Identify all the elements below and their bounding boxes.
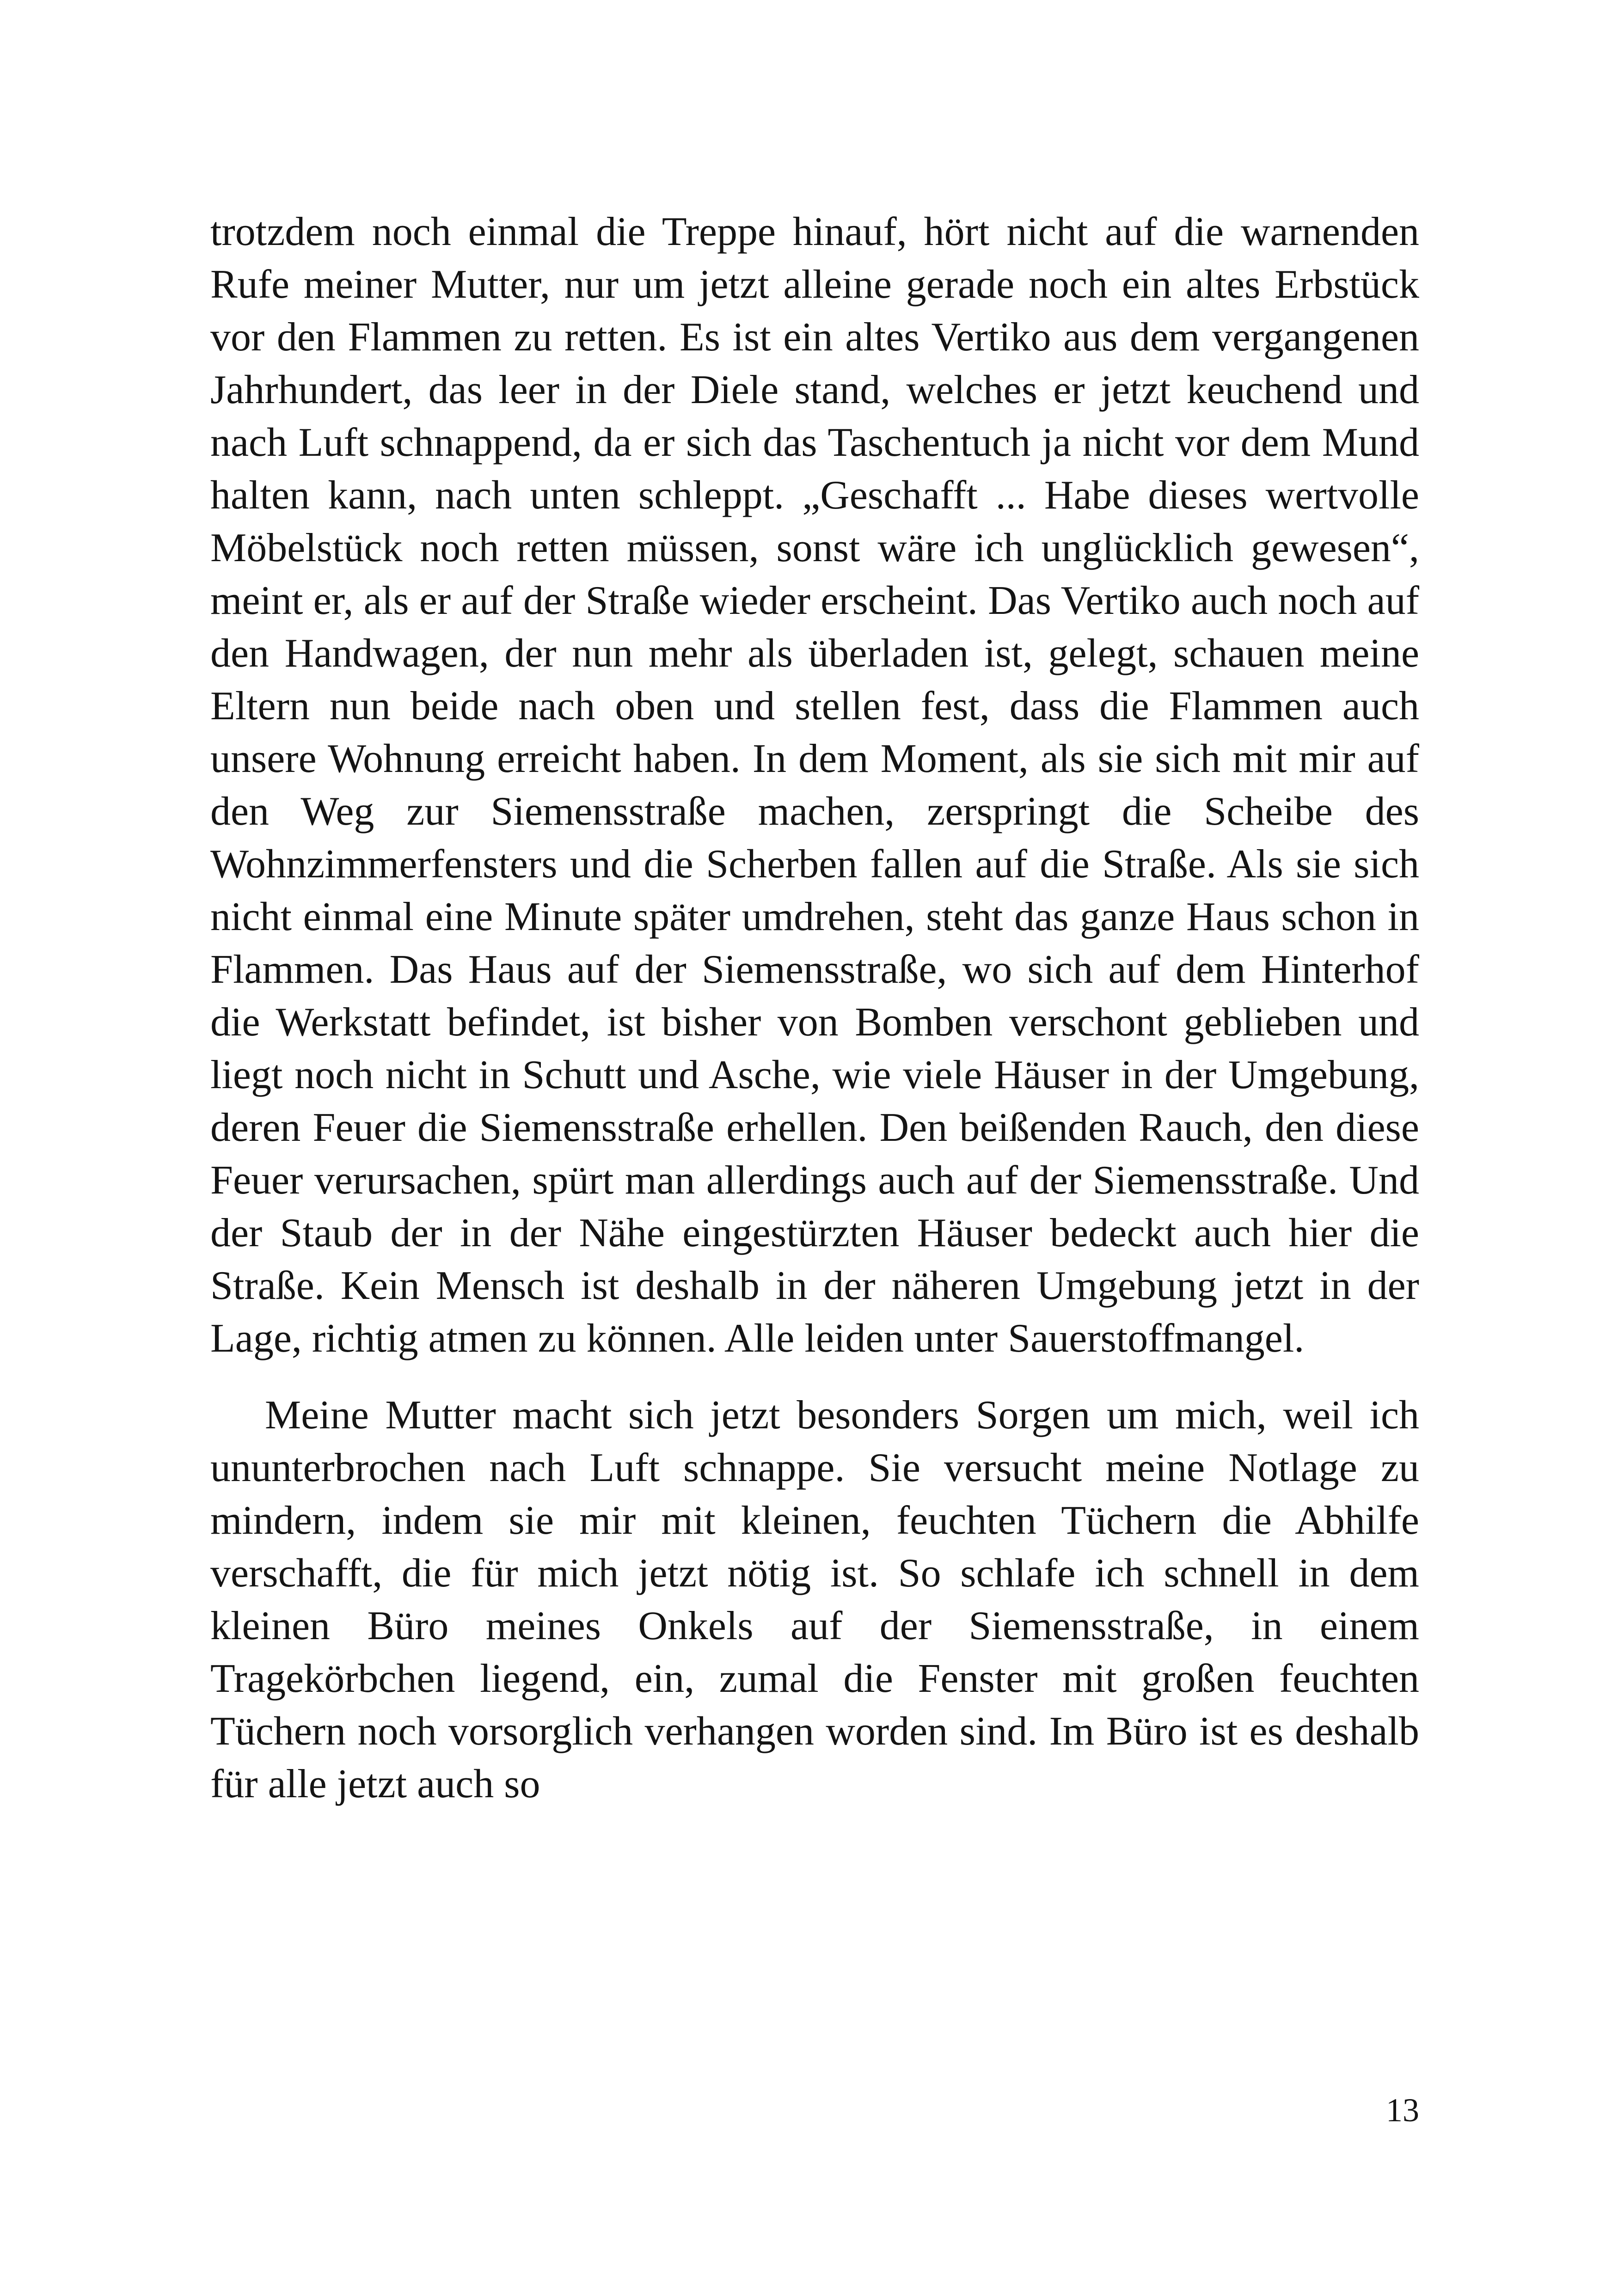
paragraph-1: trotzdem noch einmal die Treppe hinauf, hört nicht auf die warnenden Rufe meiner Mutter, nur um jetzt alleine gerade noch ein altes Erbstück vor den Flammen zu retten. Es ist ein altes Vertiko aus dem vergangenen Jahrhundert, das leer in der Diele stand, welches er jetzt keuchend und nach Luft schnappend, da er sich das Taschentuch ja nicht vor dem Mund halten kann, nach unten schleppt. „Geschafft ... Habe dieses wertvolle Möbelstück noch retten müssen, sonst wäre ich unglücklich gewesen“, meint er, als er auf der Straße wieder erscheint. Das Vertiko auch noch auf den Handwagen, der nun mehr als überladen ist, gelegt, schauen meine Eltern nun beide nach oben und stellen fest, dass die Flammen auch unsere Wohnung erreicht haben. In dem Moment, als sie sich mit mir auf den Weg zur Siemensstraße machen, zerspringt die Scheibe des Wohnzimmerfensters und die Scherben fallen auf die Straße. Als sie sich nicht einmal eine Minute später umdrehen, steht das ganze Haus schon in Flammen. Das Haus auf der Siemensstraße, wo sich auf dem Hinterhof die Werkstatt befindet, ist bisher von Bomben verschont geblieben und liegt noch nicht in Schutt und Asche, wie viele Häuser in der Umgebung, deren Feuer die Siemensstraße erhellen. Den beißenden Rauch, den diese Feuer verursachen, spürt man allerdings auch auf der Siemensstraße. Und der Staub der in der Nähe eingestürzten Häuser bedeckt auch hier die Straße. Kein Mensch ist deshalb in der näheren Umgebung jetzt in der Lage, richtig atmen zu können. Alle leiden unter Sauerstoffmangel. [210,209,1419,1361]
paragraph-2: Meine Mutter macht sich jetzt besonders Sorgen um mich, weil ich ununterbrochen nach Luft schnappe. Sie versucht meine Notlage zu mindern, indem sie mir mit kleinen, feuchten Tüchern die Abhilfe verschafft, die für mich jetzt nötig ist. So schlafe ich schnell in dem kleinen Büro meines Onkels auf der Siemensstraße, in einem Tragekörbchen liegend, ein, zumal die Fenster mit großen feuchten Tüchern noch vorsorglich verhangen worden sind. Im Büro ist es deshalb für alle jetzt auch so [210,1393,1419,1806]
body-text [210,206,1419,1811]
page-number: 13 [1386,2092,1419,2129]
